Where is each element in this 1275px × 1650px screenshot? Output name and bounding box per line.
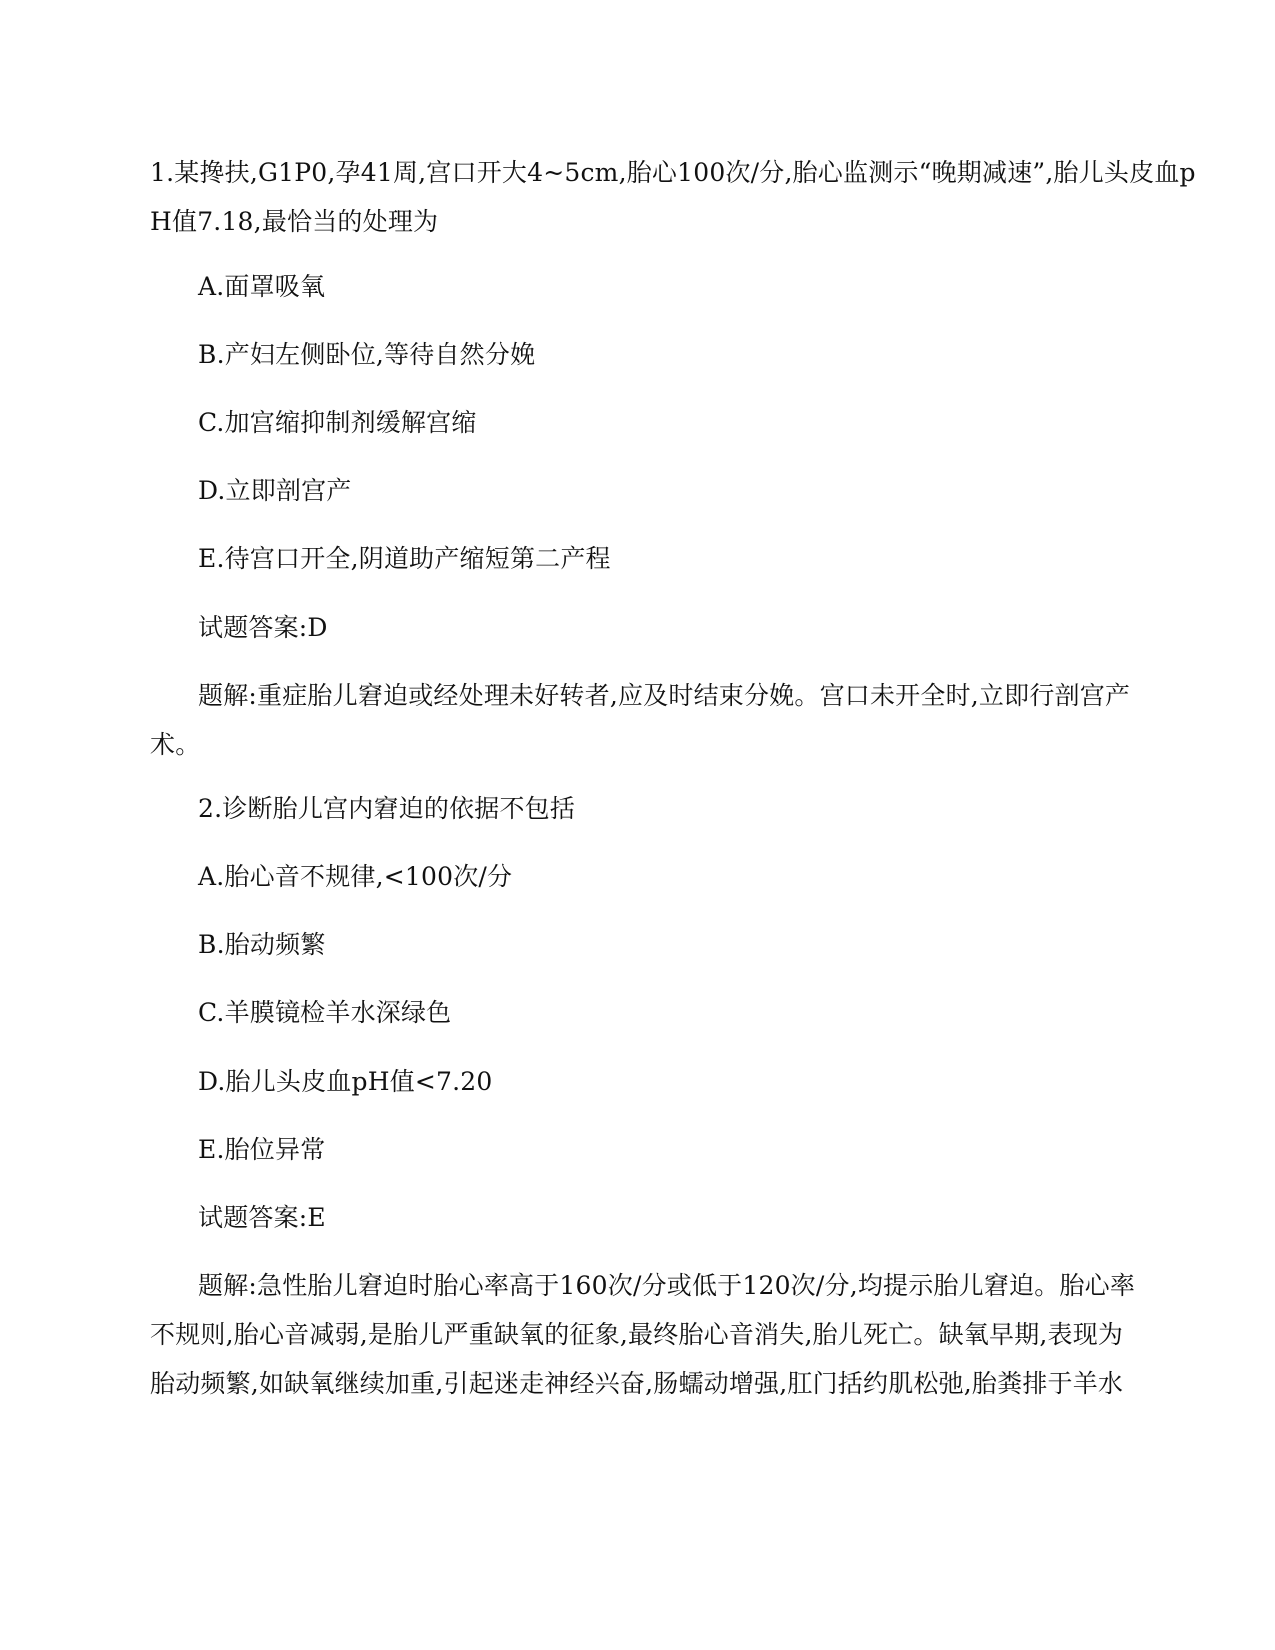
question-1-option-a: A.面罩吸氧 [198, 272, 326, 301]
question-1-stem [150, 148, 1196, 246]
question-1-stem-line-1: 1.某搀扶,G1P0,孕41周,宫口开大4~5cm,胎心100次/分,胎心监测示“晚期减速”,胎儿头皮血p [150, 158, 1196, 187]
question-1-option-c: C.加宫缩抑制剂缓解宫缩 [198, 408, 477, 437]
question-1-explanation-line-2: 术。 [150, 730, 201, 759]
question-2-explanation-line-2: 不规则,胎心音减弱,是胎儿严重缺氧的征象,最终胎心音消失,胎儿死亡。缺氧早期,表现为 [150, 1320, 1124, 1349]
question-1-option-b: B.产妇左侧卧位,等待自然分娩 [198, 340, 536, 369]
question-2-explanation [150, 1261, 1136, 1408]
question-1-option-e: E.待宫口开全,阴道助产缩短第二产程 [198, 544, 611, 573]
question-2-option-e: E.胎位异常 [198, 1135, 326, 1164]
question-2-option-c: C.羊膜镜检羊水深绿色 [198, 998, 452, 1027]
question-1-explanation-line-1: 题解:重症胎儿窘迫或经处理未好转者,应及时结束分娩。宫口未开全时,立即行剖宫产 [198, 681, 1131, 710]
question-2-option-d: D.胎儿头皮血pH值<7.20 [198, 1067, 493, 1096]
question-1-answer: 试题答案:D [198, 613, 328, 642]
question-2-explanation-line-1: 题解:急性胎儿窘迫时胎心率高于160次/分或低于120次/分,均提示胎儿窘迫。胎心率 [198, 1271, 1136, 1300]
question-1-stem-line-2: H值7.18,最恰当的处理为 [150, 207, 439, 236]
question-2-stem: 2.诊断胎儿宫内窘迫的依据不包括 [198, 794, 576, 823]
question-1-explanation [150, 671, 1131, 769]
question-2-answer: 试题答案:E [198, 1203, 326, 1232]
question-1-option-d: D.立即剖宫产 [198, 476, 352, 505]
question-2-option-b: B.胎动频繁 [198, 930, 326, 959]
question-2-explanation-line-3: 胎动频繁,如缺氧继续加重,引起迷走神经兴奋,肠蠕动增强,肛门括约肌松弛,胎粪排于羊水 [150, 1369, 1124, 1398]
question-2-option-a: A.胎心音不规律,<100次/分 [198, 862, 513, 891]
